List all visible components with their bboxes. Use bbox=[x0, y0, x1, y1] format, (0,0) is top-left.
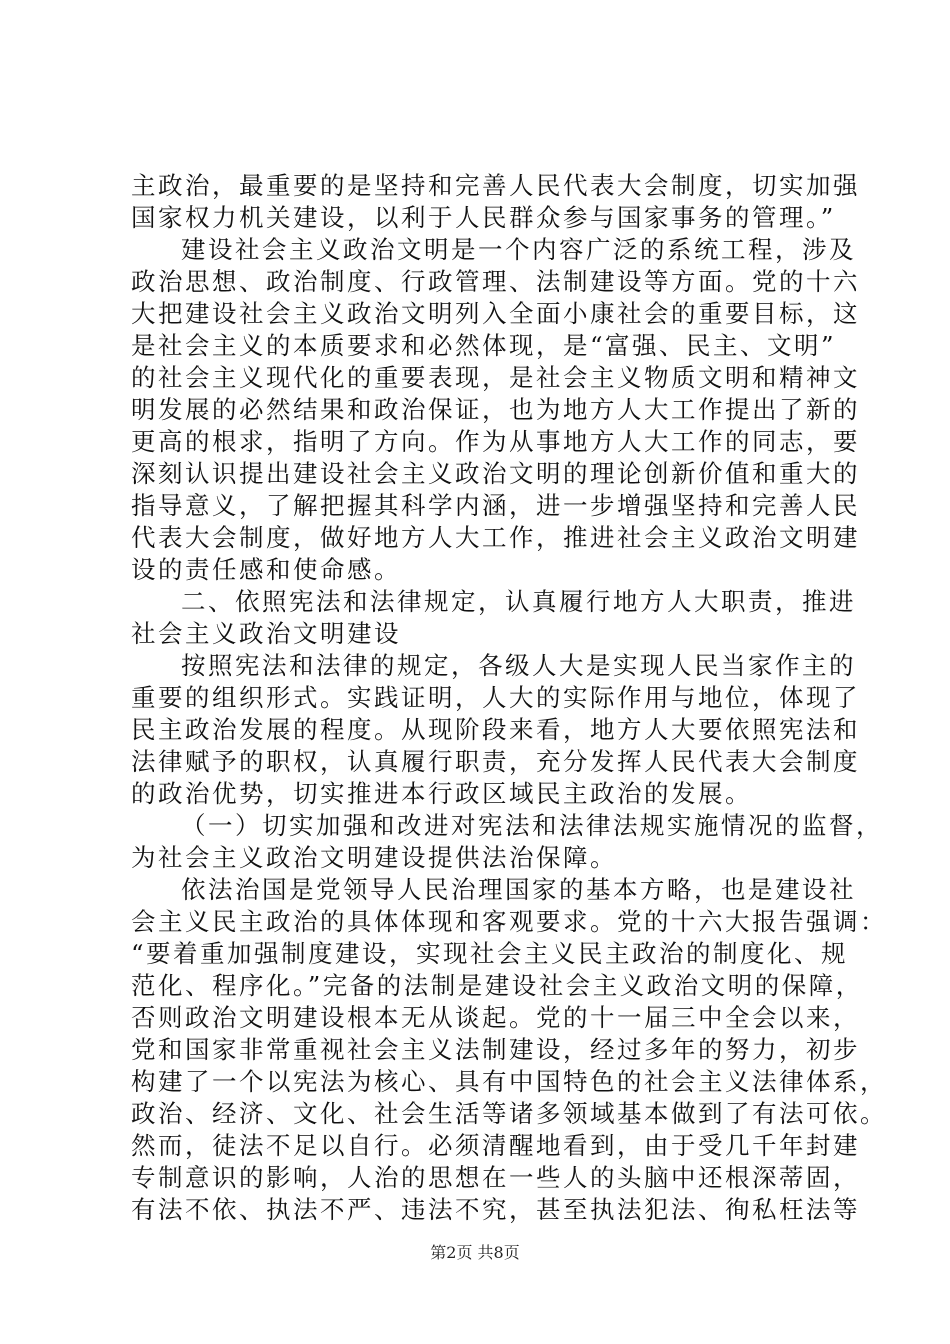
text-line: 建设社会主义政治文明是一个内容广泛的系统工程，涉及 bbox=[181, 235, 856, 264]
text-line: 政治、经济、文化、社会生活等诸多领域基本做到了有法可依。 bbox=[131, 1099, 887, 1128]
text-line: 专制意识的影响，人治的思想在一些人的头脑中还根深蒂固， bbox=[131, 1163, 860, 1192]
text-line: 国家权力机关建设，以利于人民群众参与国家事务的管理。” bbox=[131, 203, 836, 232]
text-line: 更高的根求，指明了方向。作为从事地方人大工作的同志，要 bbox=[131, 427, 860, 456]
text-line: “要着重加强制度建设，实现社会主义民主政治的制度化、规 bbox=[131, 939, 849, 968]
text-line: 党和国家非常重视社会主义法制建设，经过多年的努力，初步 bbox=[131, 1035, 860, 1064]
text-line: 有法不依、执法不严、违法不究，甚至执法犯法、徇私枉法等 bbox=[131, 1195, 860, 1224]
text-line: 范化、程序化。”完备的法制是建设社会主义政治文明的保障， bbox=[131, 971, 863, 1000]
text-line: 为社会主义政治文明建设提供法治保障。 bbox=[131, 843, 617, 872]
document-body bbox=[131, 170, 887, 1226]
text-line: 的政治优势，切实推进本行政区域民主政治的发展。 bbox=[131, 779, 752, 808]
text-line: 深刻认识提出建设社会主义政治文明的理论创新价值和重大的 bbox=[131, 459, 860, 488]
text-line: 重要的组织形式。实践证明，人大的实际作用与地位，体现了 bbox=[131, 683, 860, 712]
text-line: 大把建设社会主义政治文明列入全面小康社会的重要目标，这 bbox=[131, 299, 860, 328]
text-line: 的社会主义现代化的重要表现，是社会主义物质文明和精神文 bbox=[131, 363, 860, 392]
text-line: 设的责任感和使命感。 bbox=[131, 555, 401, 584]
text-line: 会主义民主政治的具体体现和客观要求。党的十六大报告强调： bbox=[131, 907, 887, 936]
text-line: 依法治国是党领导人民治理国家的基本方略，也是建设社 bbox=[181, 875, 856, 904]
text-line: （一）切实加强和改进对宪法和法律法规实施情况的监督， bbox=[181, 811, 883, 840]
text-line: 按照宪法和法律的规定，各级人大是实现人民当家作主的 bbox=[181, 651, 856, 680]
text-line: 法律赋予的职权，认真履行职责，充分发挥人民代表大会制度 bbox=[131, 747, 860, 776]
text-line: 明发展的必然结果和政治保证，也为地方人大工作提出了新的 bbox=[131, 395, 860, 424]
page-footer: 第2页 共8页 bbox=[430, 1243, 520, 1262]
text-line: 政治思想、政治制度、行政管理、法制建设等方面。党的十六 bbox=[131, 267, 860, 296]
text-line: 主政治，最重要的是坚持和完善人民代表大会制度，切实加强 bbox=[131, 171, 860, 200]
text-line: 是社会主义的本质要求和必然体现，是“富强、民主、文明” bbox=[131, 331, 837, 360]
text-line: 二、依照宪法和法律规定，认真履行地方人大职责，推进 bbox=[181, 587, 856, 616]
text-line: 代表大会制度，做好地方人大工作，推进社会主义政治文明建 bbox=[131, 523, 860, 552]
text-line: 否则政治文明建设根本无从谈起。党的十一届三中全会以来， bbox=[131, 1003, 860, 1032]
text-line: 指导意义，了解把握其科学内涵，进一步增强坚持和完善人民 bbox=[131, 491, 860, 520]
text-line: 社会主义政治文明建设 bbox=[131, 619, 401, 648]
text-line: 然而，徒法不足以自行。必须清醒地看到，由于受几千年封建 bbox=[131, 1131, 860, 1160]
text-line: 构建了一个以宪法为核心、具有中国特色的社会主义法律体系， bbox=[131, 1067, 887, 1096]
text-line: 民主政治发展的程度。从现阶段来看，地方人大要依照宪法和 bbox=[131, 715, 860, 744]
